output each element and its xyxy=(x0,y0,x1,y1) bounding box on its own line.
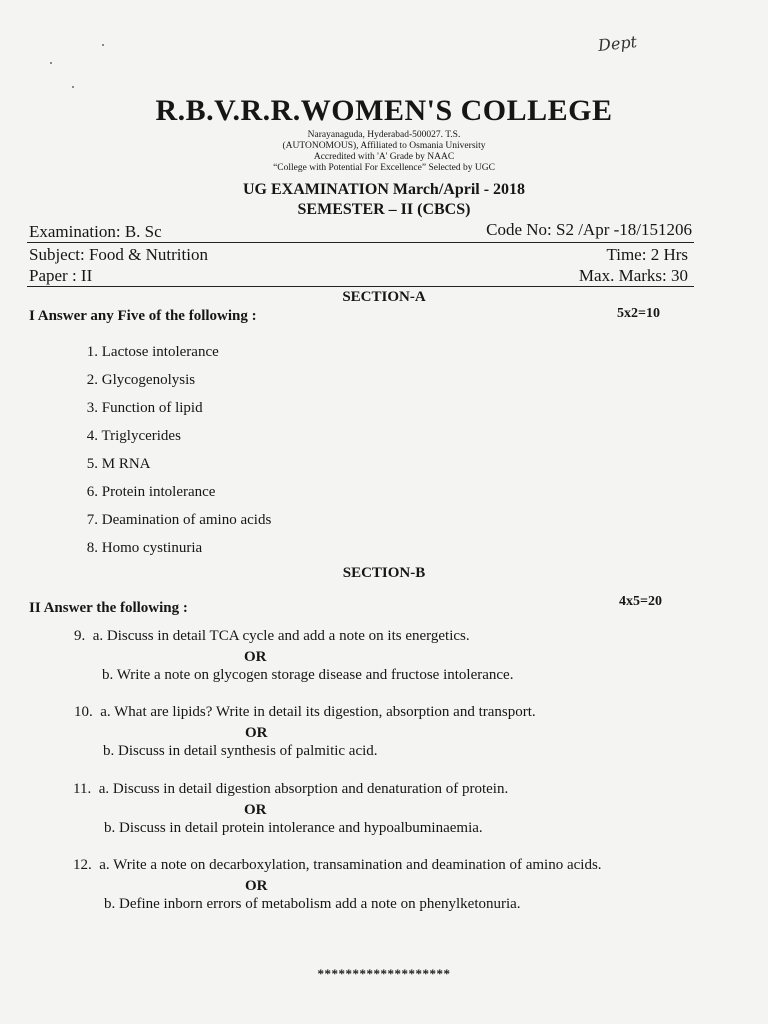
or-label: OR xyxy=(244,649,267,665)
scan-speck xyxy=(72,86,74,88)
list-item: 2. Glycogenolysis xyxy=(86,372,196,388)
code-number: Code No: S2 /Apr -18/151206 xyxy=(486,220,692,239)
question-11-b: b. Discuss in detail protein intolerance and hypoalbuminaemia. xyxy=(104,820,483,836)
college-address: Narayanaguda, Hyderabad-500027. T.S. xyxy=(307,130,461,140)
section-a-instruction: I Answer any Five of the following : xyxy=(29,308,257,324)
question-9-b: b. Write a note on glycogen storage disease and fructose intolerance. xyxy=(102,667,514,683)
college-tagline: “College with Potential For Excellence” Selected by UGC xyxy=(273,163,495,173)
or-label: OR xyxy=(245,878,268,894)
question-10-a: 10. a. What are lipids? Write in detail its digestion, absorption and transport. xyxy=(74,704,536,720)
semester-title: SEMESTER – II (CBCS) xyxy=(297,201,471,218)
handwritten-note: Dept xyxy=(597,32,638,55)
college-status: (AUTONOMOUS), Affiliated to Osmania University xyxy=(282,141,486,151)
or-label: OR xyxy=(244,802,267,818)
footer-stars: ******************* xyxy=(317,966,451,981)
list-item: 1. Lactose intolerance xyxy=(86,344,219,360)
section-b-instruction: II Answer the following : xyxy=(29,600,188,616)
paper-label: Paper : II xyxy=(29,266,93,285)
college-accreditation: Accredited with 'A' Grade by NAAC xyxy=(313,152,455,162)
question-12-b: b. Define inborn errors of metabolism add a note on phenylketonuria. xyxy=(104,896,521,912)
list-item: 6. Protein intolerance xyxy=(86,484,216,500)
or-label: OR xyxy=(245,725,268,741)
examination-label: Examination: B. Sc xyxy=(29,222,162,241)
list-item: 7. Deamination of amino acids xyxy=(86,512,272,528)
max-marks-label: Max. Marks: 30 xyxy=(578,266,688,285)
section-b-marks: 4x5=20 xyxy=(619,594,662,609)
question-11-a: 11. a. Discuss in detail digestion absorption and denaturation of protein. xyxy=(73,781,509,797)
section-a-marks: 5x2=10 xyxy=(617,306,660,321)
college-name: R.B.V.R.R.WOMEN'S COLLEGE xyxy=(155,94,613,127)
exam-title: UG EXAMINATION March/April - 2018 xyxy=(242,181,526,198)
list-item: 3. Function of lipid xyxy=(86,400,203,416)
question-9-a: 9. a. Discuss in detail TCA cycle and add a note on its energetics. xyxy=(74,628,470,644)
section-b-title: SECTION-B xyxy=(342,565,426,581)
scan-speck xyxy=(50,62,52,64)
subject-label: Subject: Food & Nutrition xyxy=(29,245,208,264)
list-item: 5. M RNA xyxy=(86,456,151,472)
divider-line xyxy=(27,242,694,243)
question-10-b: b. Discuss in detail synthesis of palmitic acid. xyxy=(103,743,378,759)
question-12-a: 12. a. Write a note on decarboxylation, transamination and deamination of amino acids. xyxy=(73,857,602,873)
section-a-title: SECTION-A xyxy=(342,289,426,305)
list-item: 4. Triglycerides xyxy=(86,428,181,444)
scan-speck xyxy=(102,44,104,46)
list-item: 8. Homo cystinuria xyxy=(86,540,203,556)
time-label: Time: 2 Hrs xyxy=(606,245,688,264)
divider-line xyxy=(27,286,694,287)
